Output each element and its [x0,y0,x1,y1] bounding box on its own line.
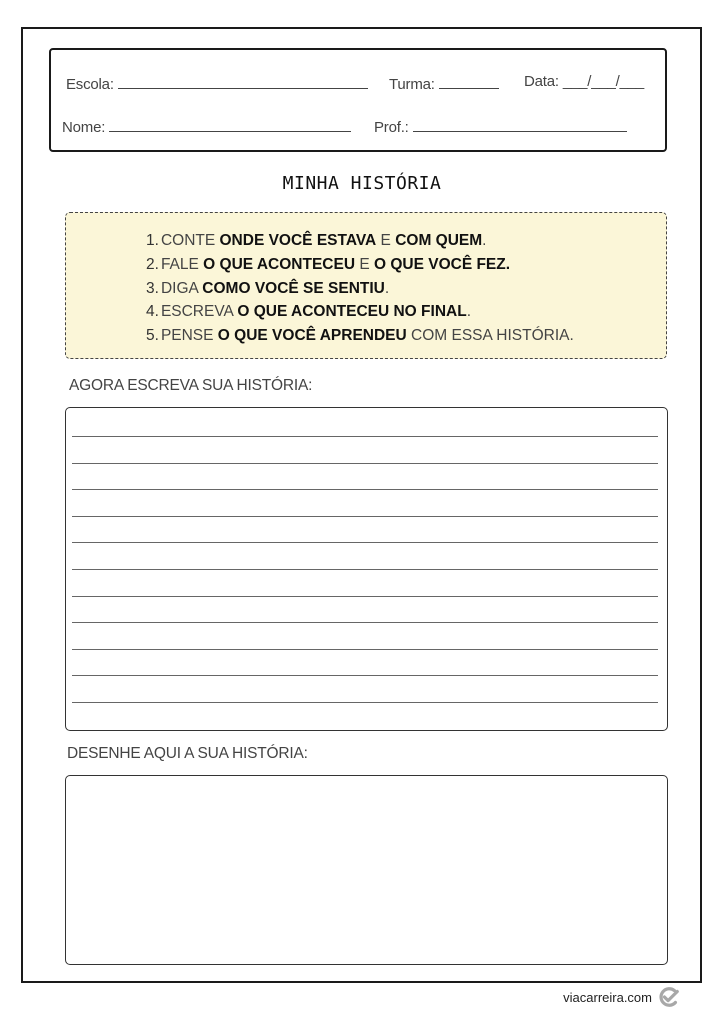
writing-line [72,596,658,597]
instruction-emphasis: O QUE ACONTECEU [203,255,356,273]
instruction-emphasis: O QUE VOCÊ FEZ. [373,255,511,273]
instruction-text: E [376,232,396,249]
instruction-item [146,253,574,277]
date-blank[interactable]: ___/___/___ [562,73,645,90]
writing-area[interactable] [65,407,668,731]
class-label: Turma: [389,76,435,93]
instruction-text: . [482,232,487,249]
teacher-label: Prof.: [374,119,409,136]
name-label: Nome: [62,119,106,136]
instructions-list [146,229,574,348]
writing-line [72,622,658,623]
instruction-emphasis: ONDE VOCÊ ESTAVA [219,232,377,249]
writing-line [72,675,658,676]
writing-line [72,436,658,437]
instruction-text: FALE [160,255,204,273]
footer [563,986,680,1008]
class-blank[interactable] [439,74,499,89]
instruction-number: 2. [146,255,159,273]
writing-line [72,542,658,543]
instructions-box [65,212,667,359]
check-circle-icon [658,986,680,1008]
writing-line [72,489,658,490]
instruction-text: COM ESSA HISTÓRIA. [406,327,574,345]
teacher-field[interactable] [374,117,627,136]
page-title: MINHA HISTÓRIA [282,173,442,194]
instruction-text: CONTE [160,232,220,249]
name-blank[interactable] [109,117,351,132]
school-field[interactable] [66,74,368,93]
instruction-emphasis: O QUE VOCÊ APRENDEU [217,327,407,345]
site-name: viacarreira.com [563,989,652,1005]
writing-line [72,569,658,570]
date-field[interactable] [524,73,644,90]
name-field[interactable] [62,117,351,136]
instruction-text: DIGA [160,279,203,297]
class-field[interactable] [389,74,499,93]
instruction-item [146,300,574,324]
instruction-text: . [384,279,390,297]
instruction-number: 5. [146,327,159,345]
instruction-text: . [466,303,471,321]
instruction-emphasis: O QUE ACONTECEU NO FINAL [237,303,467,321]
instruction-emphasis: COM QUEM [395,232,483,249]
writing-line [72,702,658,703]
instruction-item [146,229,574,253]
drawing-area[interactable] [65,775,668,965]
instruction-number: 4. [146,303,159,321]
instruction-emphasis: COMO VOCÊ SE SENTIU [202,279,385,297]
instruction-text: E [355,255,374,273]
teacher-blank[interactable] [413,117,627,132]
date-label: Data: [524,73,559,90]
instruction-text: ESCREVA [160,303,238,321]
writing-line [72,649,658,650]
instruction-number: 1. [146,232,159,249]
writing-line [72,463,658,464]
write-section-label: AGORA ESCREVA SUA HISTÓRIA: [69,377,313,394]
instruction-item [146,277,574,301]
instruction-number: 3. [146,279,159,297]
draw-section-label: DESENHE AQUI A SUA HISTÓRIA: [67,745,308,762]
student-info-box [49,48,667,152]
school-label: Escola: [66,76,114,93]
instruction-text: PENSE [160,327,218,345]
writing-line [72,516,658,517]
instruction-item [146,324,574,348]
school-blank[interactable] [118,74,368,89]
